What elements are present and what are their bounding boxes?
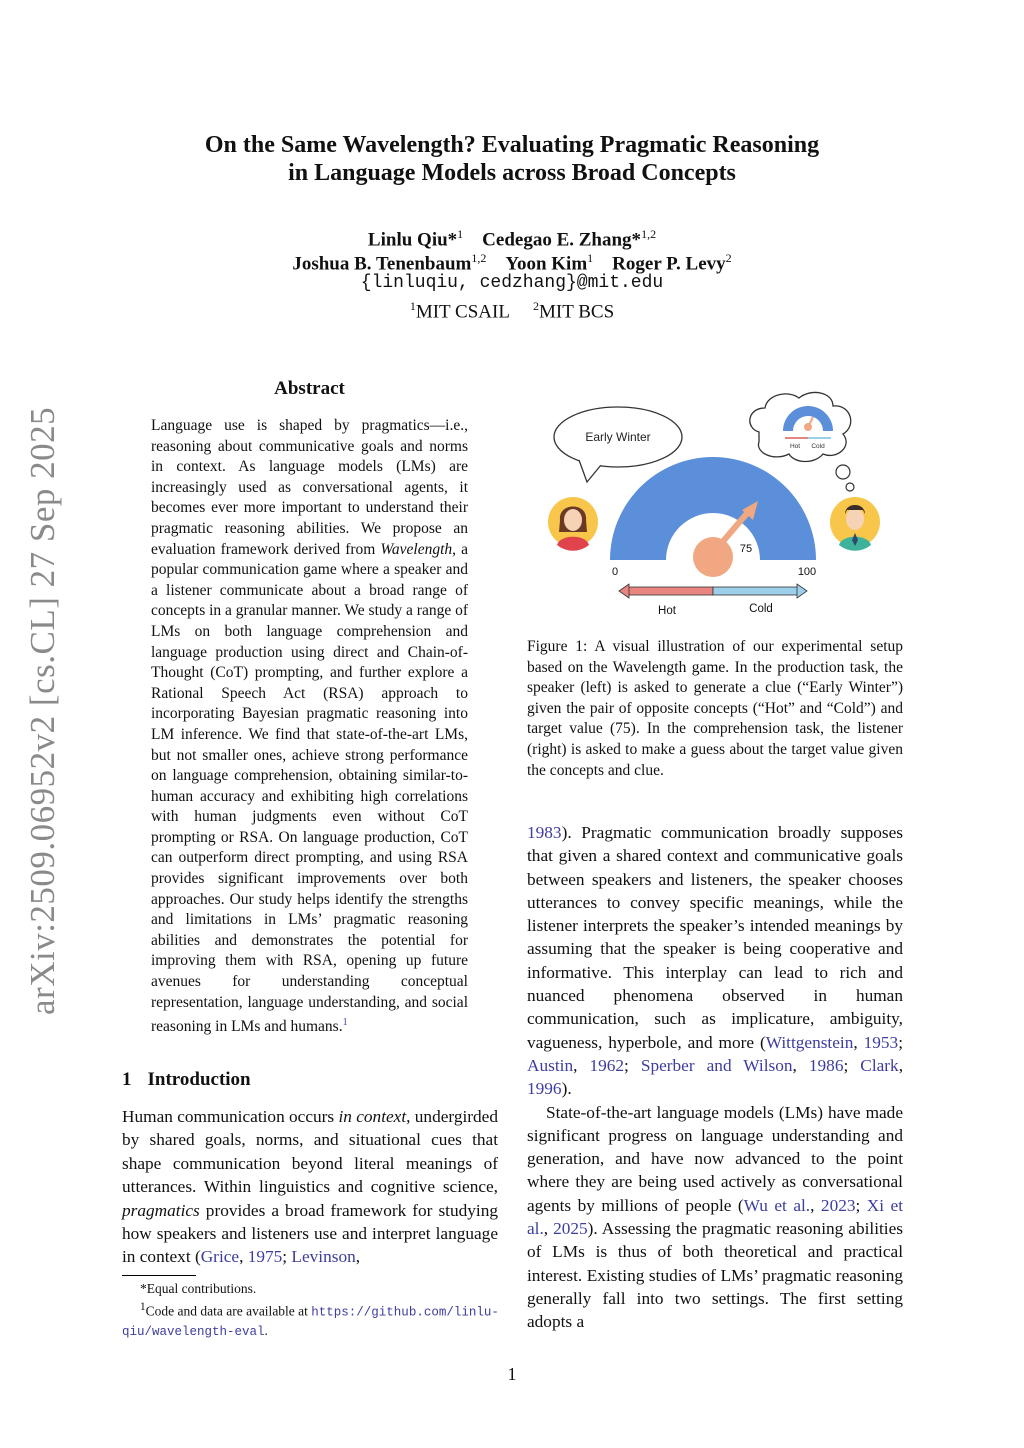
affiliations [120,294,904,324]
author-name: Cedegao E. Zhang* [482,229,642,251]
affiliation-mark: 1,2 [641,227,657,241]
title-line-1: On the Same Wavelength? Evaluating Pragmatic Reasoning [204,132,820,158]
affiliation-mark: 2 [533,299,540,313]
affiliation-mark: 1,2 [471,251,487,265]
affiliation-mark: 1 [409,299,416,313]
footnote-link[interactable]: 1 [342,1017,348,1029]
clue-text: Early Winter [585,430,651,444]
citation-link[interactable]: 1996 [527,1079,562,1099]
affiliation-name: MIT BCS [539,301,615,323]
figure-1-caption: Figure 1: A visual illustration of our experimental setup based on the Wavelength game. In the production task, the speaker (left) is asked to generate a clue (“Early Winter”) given the pair of opposite concepts (“Hot” and “Cold”) and target value (75). In the comprehension task, the listener (right) is asked to make a guess about the target value given the concepts and clue. [527,638,903,779]
paper-title [120,131,904,187]
title-line-2: in Language Models across Broad Concepts [288,160,736,186]
author-name: Roger P. Levy [612,253,726,275]
section-heading-introduction: 1 Introduction [122,1069,251,1090]
citation-link[interactable]: Austin [527,1055,574,1075]
page-number: 1 [507,1364,517,1384]
affiliation-mark: 1 [457,227,464,241]
citation-link[interactable]: 1983 [527,823,562,842]
abstract-heading: Abstract [274,378,345,399]
left-concept-label: Hot [658,605,676,617]
scale-min-label: 0 [611,566,619,578]
affiliation-name: MIT CSAIL [415,301,510,323]
mini-hot-label: Hot [789,443,801,450]
citation-link[interactable]: Levinson [291,1247,356,1267]
mini-cold-label: Cold [811,443,825,450]
citation-link[interactable]: 1986 [808,1055,844,1075]
citation-link[interactable]: Xi et al. [527,1195,903,1239]
footnotes [122,1280,502,1341]
citation-link[interactable]: 1975 [247,1247,283,1267]
right-arrow-icon [797,584,807,598]
footnote-equal-contribution: *Equal contributions. [140,1281,257,1296]
citation-link[interactable]: Grice [200,1247,240,1267]
right-concept-label: Cold [749,603,773,615]
citation-link[interactable]: 2025 [553,1219,588,1239]
paragraph: 1983). Pragmatic communication broadly supposes that given a shared context and communicative goals between speakers and listeners, the speaker chooses utterances to convey specific meanings, while the listener interprets the speaker’s intended meanings by assuming that the speaker is being cooperative and informative. This interplay can lead to rich and nuanced phenomena observed in human communication, such as implicature, ambiguity, vagueness, hyperbole, and more (Wittgenstein, 1953; Austin, 1962; Sperber and Wilson, 1986; Clark, 1996). [527,823,904,1099]
target-value-label: 75 [739,543,753,555]
footnote-code: $^1$Code and data are available at https://github.com/linlu-qiu/wavelength-eval. [122,1301,499,1339]
speaker-avatar [548,497,598,551]
listener-avatar [830,497,880,551]
author-email: {linluqiu, cedzhang}@mit.edu [360,273,664,293]
figure-1-illustration [527,390,903,630]
author-name: Linlu Qiu* [367,229,458,251]
scale-max-label: 100 [797,566,817,578]
citation-link[interactable]: 1953 [863,1032,899,1052]
hot-bar [628,587,713,595]
needle-hub [693,537,733,577]
paragraph: State-of-the-art language models (LMs) have made significant progress on language understanding and generation, and have now advanced to the point where they are being used actively as conversational agents by millions of people (Wu et al., 2023; Xi et al., 2025). Assessing the pragmatic reasoning abilities of LMs is thus of both theoretical and practical interest. Existing studies of LMs’ pragmatic reasoning generally fall into two settings. The first setting adopts a [527,1102,903,1332]
citation-link[interactable]: 1962 [589,1055,625,1075]
citation-link[interactable]: Wu et al. [743,1195,811,1215]
code-repository-link[interactable]: https://github.com/linlu-qiu/wavelength-eval [122,1305,499,1339]
citation-link[interactable]: Wittgenstein [765,1032,854,1052]
affiliation-mark: 2 [725,251,732,265]
cold-bar [713,587,798,595]
introduction-paragraph: Human communication occurs in context, undergirded by shared goals, norms, and situational cues that shape communication beyond literal meanings of utterances. Within linguistics and cognitive science, pragmatics provides a broad framework for studying how speakers and listeners use and interpret language in context (Grice, 1975; Levinson, [122,1107,498,1267]
abstract-body: Language use is shaped by pragmatics—i.e., reasoning about communicative goals and norms in context. As language models (LMs) are increasingly used as conversational agents, it becomes ever more important to understand their pragmatic reasoning abilities. We propose an evaluation framework derived from Wavelength, a popular communication game where a speaker and a listener communicate about a broad range of concepts in a granular manner. We study a range of LMs on both language comprehension and language production using direct and Chain-of-Thought (CoT) prompting, and further explore a Rational Speech Act (RSA) approach to incorporating Bayesian pragmatic reasoning into LM inference. We find that state-of-the-art LMs, but not smaller ones, achieve strong performance on language comprehension, obtaining similar-to-human accuracy and exhibiting high correlations with human judgments even without CoT prompting or RSA. On language production, CoT can outperform direct prompting, and using RSA provides significant improvements over both approaches. Our study helps identify the strengths and limitations in LMs’ pragmatic reasoning abilities and demonstrates the potential for improving them with RSA, opening up future avenues for understanding conceptual representation, language understanding, and social reasoning in LMs and humans.$^1$ [151,417,468,1036]
footnote-divider [122,1275,196,1276]
author-name: Joshua B. Tenenbaum [292,253,472,275]
author-name: Yoon Kim [505,253,588,275]
left-arrow-icon [619,584,629,598]
citation-link[interactable]: Sperber and Wilson [640,1055,793,1075]
arxiv-identifier: arXiv:2509.06952v2 [cs.CL] 27 Sep 2025 [23,406,62,1015]
affiliation-mark: 1 [587,251,594,265]
citation-link[interactable]: 2023 [820,1195,856,1215]
introduction-continued [527,821,903,1334]
citation-link[interactable]: Clark [860,1055,899,1075]
